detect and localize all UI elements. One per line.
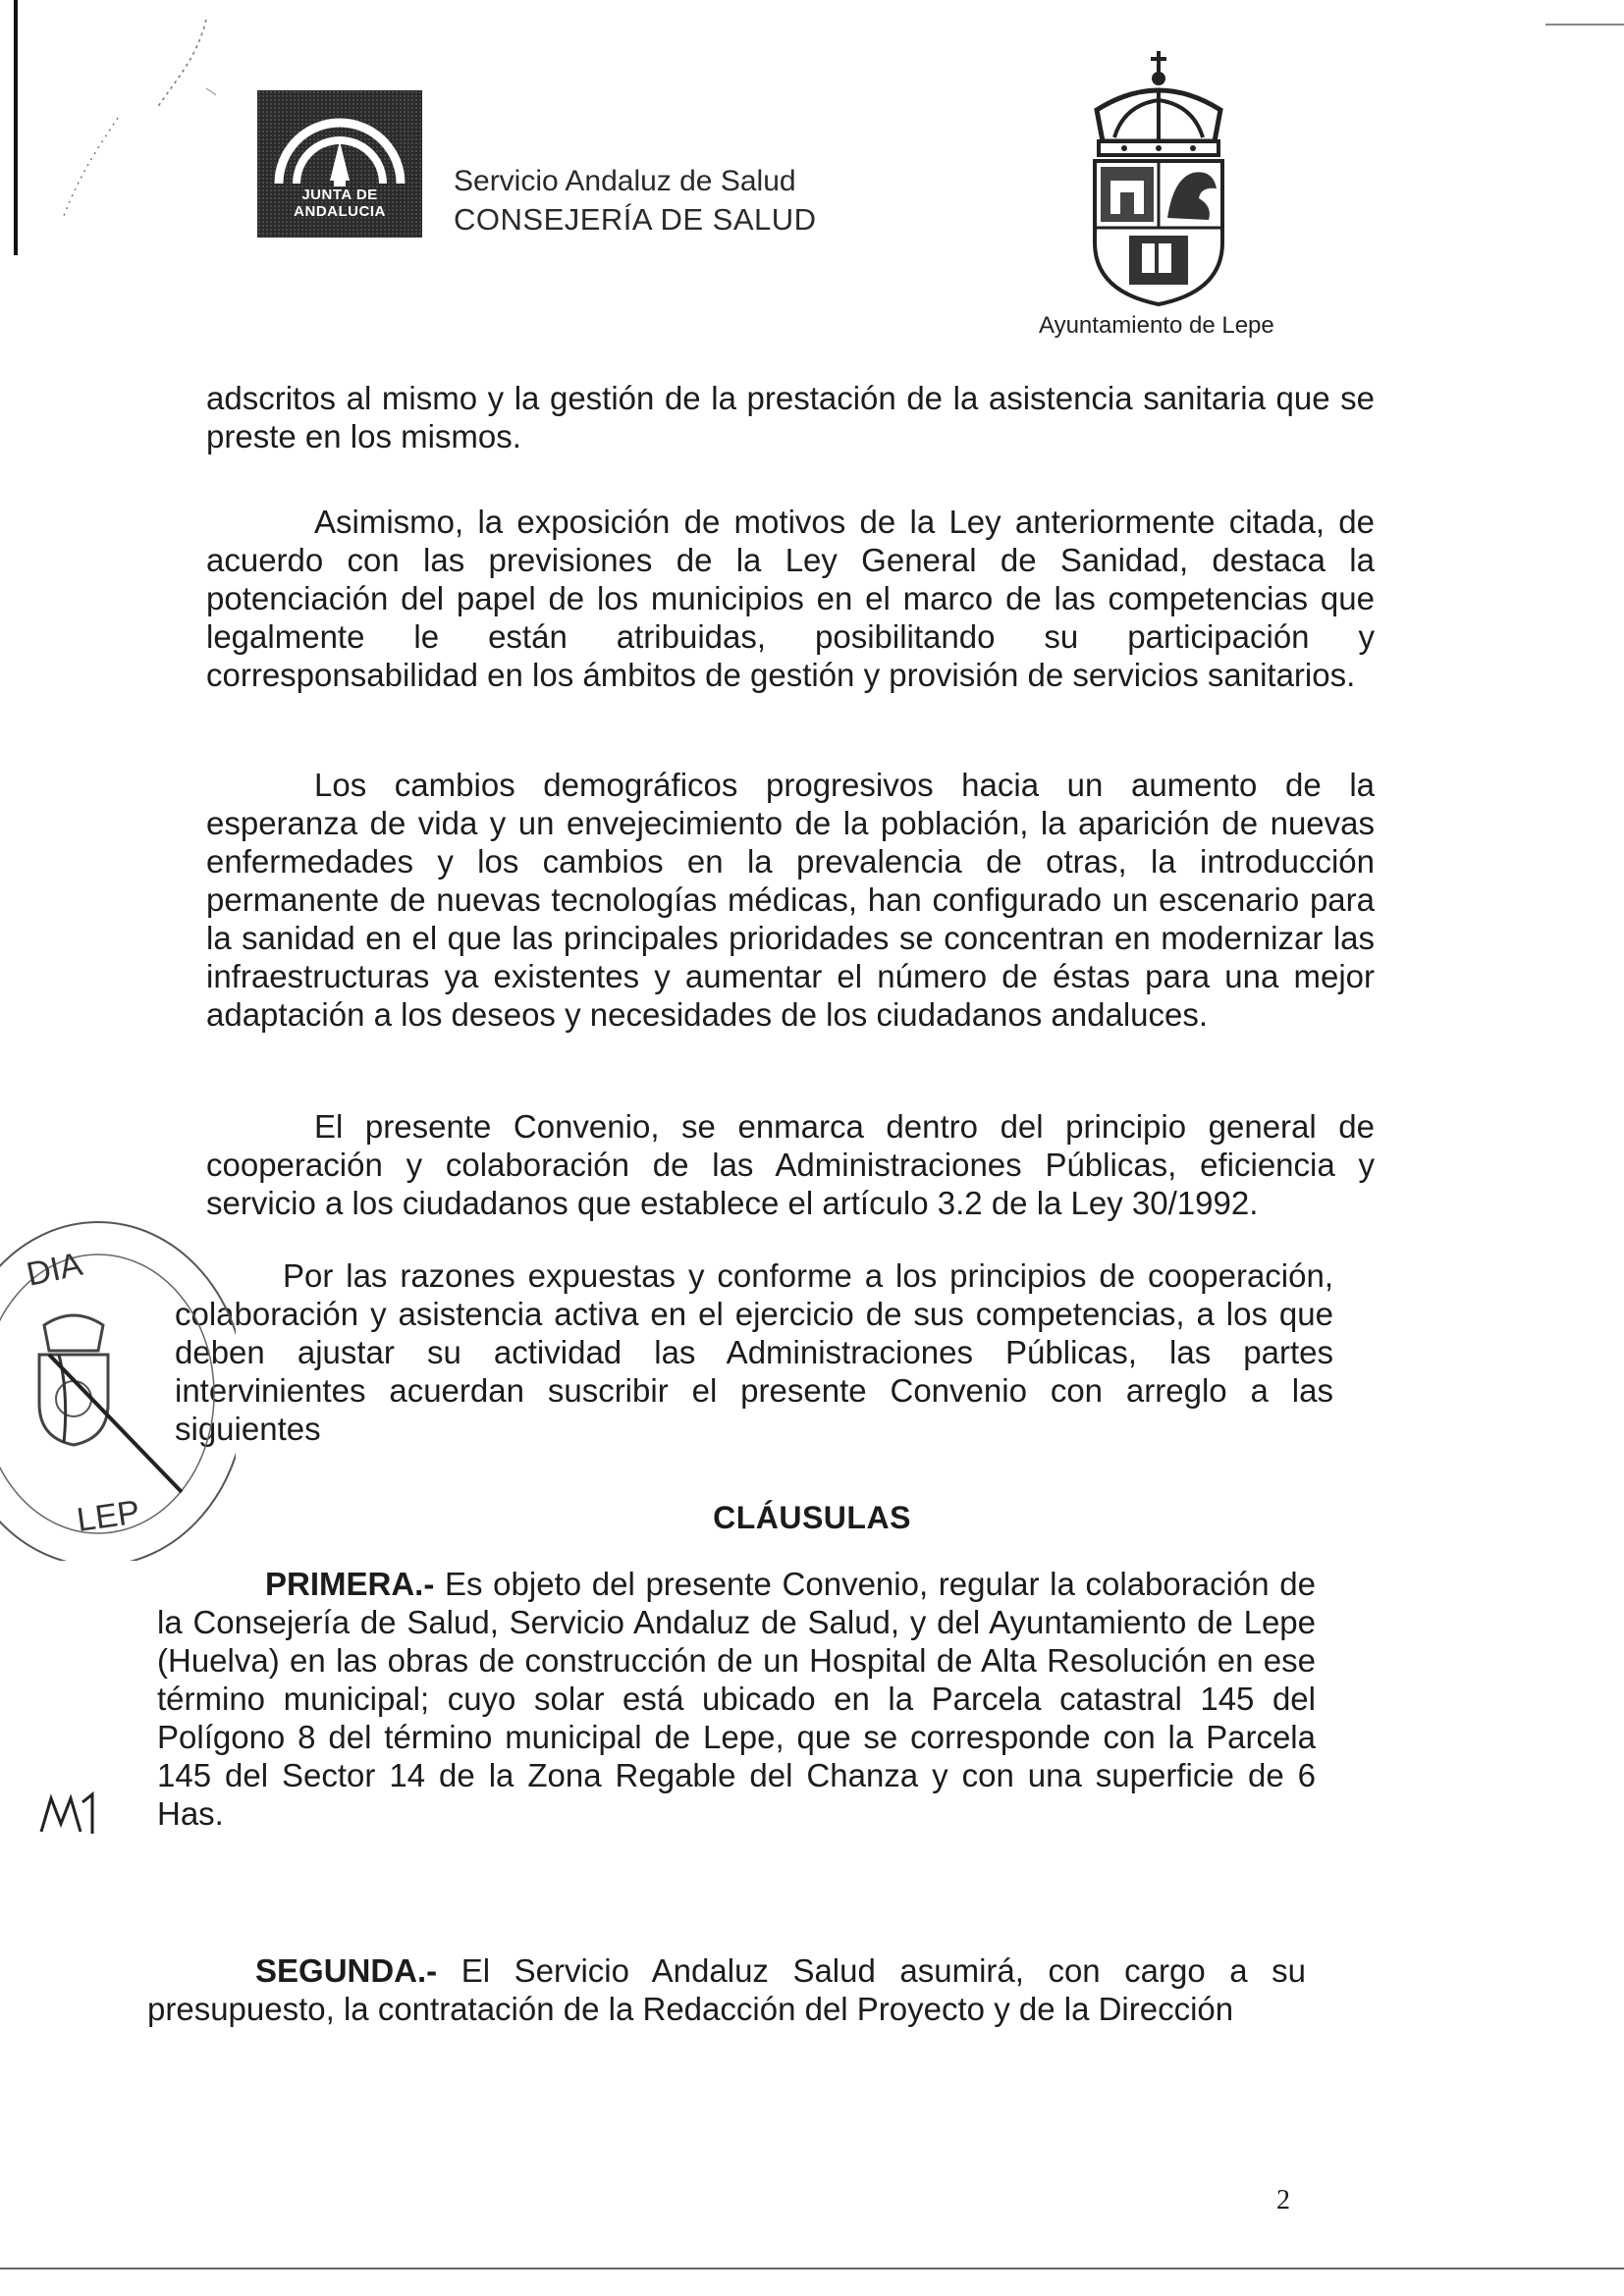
scan-edge-mark xyxy=(14,0,18,255)
scan-top-rule xyxy=(1545,24,1624,26)
clause-primera-label: PRIMERA.- xyxy=(265,1566,435,1602)
clause-segunda-text: El Servicio Andaluz Salud asumirá, con cargo a su presupuesto, la contratación de la Redacción del Proyecto y de la Dirección xyxy=(147,1952,1306,2027)
junta-logo-text: JUNTA DE ANDALUCIA xyxy=(294,187,386,220)
junta-de-andalucia-logo xyxy=(257,90,422,238)
org-name-consejeria: CONSEJERÍA DE SALUD xyxy=(454,202,817,237)
clause-segunda-label: SEGUNDA.- xyxy=(255,1952,438,1989)
scan-scratch-marks xyxy=(59,20,216,216)
paragraph-cambios-demograficos: Los cambios demográficos progresivos hacia un aumento de la esperanza de vida y un envejecimiento de la población, la aparición de nuevas enfermedades y los cambios en la prevalencia de otras, la introducción permanente de nuevas tecnologías médicas, han configurado un escenario para la sanidad en el que las principales prioridades se concentran en modernizar las infraestructuras ya existentes y aumentar el número de éstas para una mejor adaptación a los deseos y necesidades de los ciudadanos andaluces. xyxy=(206,767,1375,1033)
ayuntamiento-caption: Ayuntamiento de Lepe xyxy=(1039,312,1274,339)
paragraph-presente-convenio: El presente Convenio, se enmarca dentro del principio general de cooperación y colaboración de las Administraciones Públicas, eficiencia y servicio a los ciudadanos que establece el artículo 3.2 de la Ley 30/1992. xyxy=(206,1108,1375,1221)
clause-segunda xyxy=(147,1951,1306,2028)
paragraph-continuation: adscritos al mismo y la gestión de la prestación de la asistencia sanitaria que se preste en los mismos. xyxy=(206,380,1375,454)
paragraph-asimismo: Asimismo, la exposición de motivos de la Ley anteriormente citada, de acuerdo con las previsiones de la Ley General de Sanidad, destaca la potenciación del papel de los municipios en el marco de las competencias que legalmente le están atribuidas, posibilitando su participación y corresponsabilidad en los ámbitos de gestión y provisión de servicios sanitarios. xyxy=(206,504,1375,693)
lepe-coat-of-arms-icon xyxy=(1085,51,1232,306)
org-name-sas: Servicio Andaluz de Salud xyxy=(454,165,796,197)
paragraph-razones-expuestas: Por las razones expuestas y conforme a los principios de cooperación, colaboración y asistencia activa en el ejercicio de sus competencias, a los que deben ajustar su actividad las Administraciones Públicas, las partes intervinientes acuerdan suscribir el presente Convenio con arreglo a las siguientes xyxy=(175,1257,1333,1447)
clause-primera-text: Es objeto del presente Convenio, regular la colaboración de la Consejería de Salud, Servicio Andaluz de Salud, y del Ayuntamiento de Lepe (Huelva) en las obras de construcción de un Hospital de Alta Resolución en ese término municipal; cuyo solar está ubicado en la Parcela catastral 145 del Polígono 8 del término municipal de Lepe, que se corresponde con la Parcela 145 del Sector 14 de la Zona Regable del Chanza y con una superficie de 6 Has. xyxy=(157,1566,1316,1832)
clausulas-heading: CLÁUSULAS xyxy=(713,1500,911,1535)
clause-primera xyxy=(157,1565,1316,1833)
stamp-top-text: DIA xyxy=(23,1245,86,1294)
margin-initial-signature xyxy=(37,1789,106,1838)
municipal-stamp xyxy=(0,1207,236,1561)
page-number: 2 xyxy=(1276,2185,1290,2216)
stamp-bottom-text: LEP xyxy=(74,1493,142,1539)
scan-bottom-rule xyxy=(0,2268,1624,2269)
